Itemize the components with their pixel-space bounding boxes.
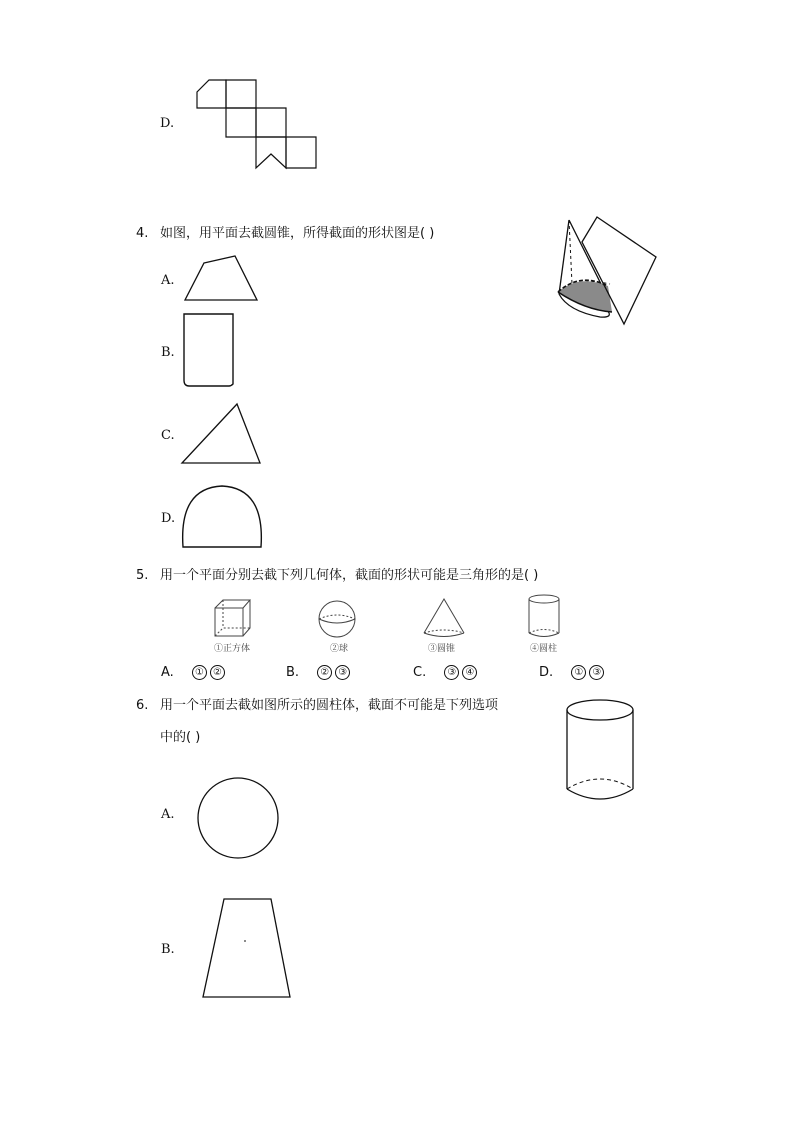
q5-sphere-caption: ②球	[330, 644, 349, 654]
q5-option-d-item1: ①	[571, 665, 586, 680]
q5-option-a-item1: ①	[192, 665, 207, 680]
q3-option-d-cube-net	[195, 78, 320, 170]
q5-cone-caption: ③圆锥	[428, 644, 456, 654]
q6-number: 6.	[136, 698, 149, 713]
q4-option-b-rectangle	[181, 312, 237, 389]
q4-option-a-quadrilateral	[182, 253, 262, 303]
q4-option-a-label: A.	[161, 273, 175, 288]
q4-option-b-label: B.	[161, 345, 175, 360]
q3-option-d-label: D.	[160, 116, 175, 131]
q4-number: 4.	[136, 226, 149, 241]
q5-option-b-item2: ③	[335, 665, 350, 680]
q5-cylinder-caption: ④圆柱	[530, 644, 558, 654]
q4-option-c-triangle	[180, 402, 264, 466]
q6-option-b-trapezoid	[201, 896, 293, 1000]
q4-cone-plane-figure	[530, 214, 660, 326]
q5-option-c	[413, 665, 477, 681]
q5-option-c-item2: ④	[462, 665, 477, 680]
q5-option-d	[539, 665, 604, 681]
q5-option-b-label: B.	[286, 665, 300, 680]
q5-option-d-item2: ③	[589, 665, 604, 680]
q4-option-d-label: D.	[161, 511, 176, 526]
q6-cylinder-figure	[565, 697, 637, 805]
q5-option-a-label: A.	[161, 665, 174, 680]
q5-option-a-item2: ②	[210, 665, 225, 680]
q6-option-b-label: B.	[161, 942, 175, 957]
q6-option-a-circle	[196, 777, 280, 859]
q5-option-a	[161, 665, 225, 681]
q6-option-a-label: A.	[161, 807, 175, 822]
q5-option-c-label: C.	[413, 665, 427, 680]
q5-sphere-figure	[317, 600, 359, 640]
q5-cylinder-figure	[528, 593, 562, 639]
q5-cone-figure	[422, 597, 466, 639]
q6-stem-line1: 用一个平面去截如图所示的圆柱体，截面不可能是下列选项	[160, 698, 499, 713]
q4-option-d-arch	[181, 484, 263, 550]
q6-stem-line2: 中的( )	[160, 730, 201, 745]
q5-option-b	[286, 665, 350, 681]
q5-cube-figure	[212, 597, 252, 639]
q4-option-c-label: C.	[161, 428, 175, 443]
q5-option-c-item1: ③	[444, 665, 459, 680]
q5-number: 5.	[136, 568, 149, 583]
q5-option-b-item1: ②	[317, 665, 332, 680]
q4-stem: 如图，用平面去截圆锥，所得截面的形状图是( )	[160, 226, 435, 241]
q5-stem: 用一个平面分别去截下列几何体，截面的形状可能是三角形的是( )	[160, 568, 539, 583]
q5-option-d-label: D.	[539, 665, 554, 680]
q5-cube-caption: ①正方体	[214, 644, 251, 654]
